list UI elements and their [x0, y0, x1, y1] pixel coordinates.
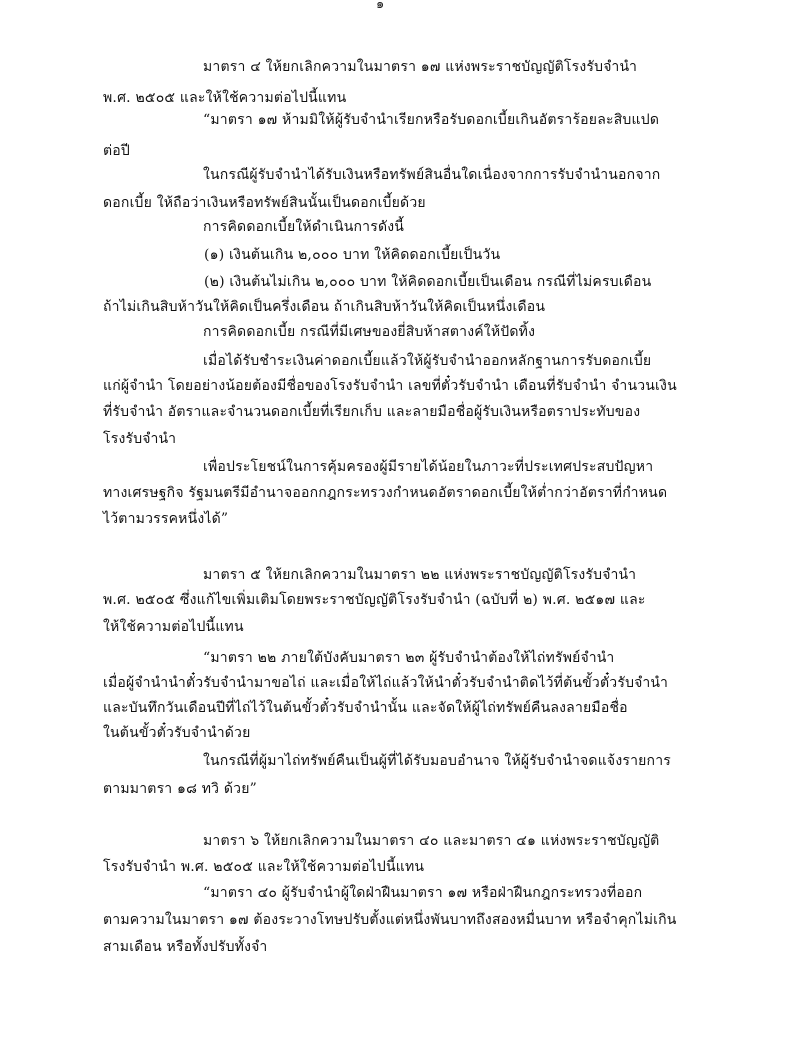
section4-text-line: ไว้ตามวรรคหนึ่งได้”: [103, 511, 229, 527]
section6-text-line: “มาตรา ๔๐ ผู้รับจำนำผู้ใดฝ่าฝืนมาตรา ๑๗ หรือฝ่าฝืนกฎกระทรวงที่ออก: [203, 885, 643, 901]
section6-text-line: ตามความในมาตรา ๑๗ ต้องระวางโทษปรับตั้งแต่หนึ่งพันบาทถึงสองหมื่นบาท หรือจำคุกไม่เกิน: [103, 912, 677, 928]
section4-text-line: ดอกเบี้ย ให้ถือว่าเงินหรือทรัพย์สินนั้นเป็นดอกเบี้ยด้วย: [103, 195, 426, 211]
section4-text-line: เพื่อประโยชน์ในการคุ้มครองผู้มีรายได้น้อยในภาวะที่ประเทศประสบปัญหา: [203, 459, 654, 475]
section6-text-line: สามเดือน หรือทั้งปรับทั้งจำ: [103, 939, 268, 955]
section5-text-line: เมื่อผู้จำนำนำตั๋วรับจำนำมาขอไถ่ และเมื่อให้ไถ่แล้วให้นำตั๋วรับจำนำติดไว้ที่ต้นขั้วตั๋วรับจำนำ: [103, 675, 669, 691]
section4-text-line: การคิดดอกเบี้ยให้ดำเนินการดังนี้: [203, 219, 405, 235]
section4-text-line: โรงรับจำนำ: [103, 431, 177, 447]
section4-text-line: ในกรณีผู้รับจำนำได้รับเงินหรือทรัพย์สินอื่นใดเนื่องจากการรับจำนำนอกจาก: [203, 167, 661, 183]
section4-list-item: (๒) เงินต้นไม่เกิน ๒,๐๐๐ บาท ให้คิดดอกเบี้ยเป็นเดือน กรณีที่ไม่ครบเดือน: [204, 274, 652, 290]
section4-text-line: เมื่อได้รับชำระเงินค่าดอกเบี้ยแล้วให้ผู้รับจำนำออกหลักฐานการรับดอกเบี้ย: [203, 353, 652, 369]
page-number-mark: ๑: [376, 0, 385, 12]
section4-text-line: พ.ศ. ๒๕๐๕ และให้ใช้ความต่อไปนี้แทน: [103, 90, 347, 106]
section6-text-line: โรงรับจำนำ พ.ศ. ๒๕๐๕ และให้ใช้ความต่อไปนี้แทน: [103, 859, 425, 875]
section4-text-line: การคิดดอกเบี้ย กรณีที่มีเศษของยี่สิบห้าสตางค์ให้ปัดทิ้ง: [203, 324, 536, 340]
section5-heading-line: มาตรา ๕ ให้ยกเลิกความในมาตรา ๒๒ แห่งพระราชบัญญัติโรงรับจำนำ: [203, 567, 637, 583]
section5-text-line: ตามมาตรา ๑๘ ทวิ ด้วย”: [103, 781, 257, 797]
section5-text-line: ให้ใช้ความต่อไปนี้แทน: [103, 619, 244, 635]
section5-text-line: พ.ศ. ๒๕๐๕ ซึ่งแก้ไขเพิ่มเติมโดยพระราชบัญญัติโรงรับจำนำ (ฉบับที่ ๒) พ.ศ. ๒๕๑๗ และ: [103, 592, 646, 608]
section5-text-line: ในต้นขั้วตั๋วรับจำนำด้วย: [103, 725, 251, 741]
section5-text-line: และบันทึกวันเดือนปีที่ไถ่ไว้ในต้นขั้วตั๋วรับจำนำนั้น และจัดให้ผู้ไถ่ทรัพย์คืนลงลายมือชื่อ: [103, 700, 628, 716]
section4-heading-line: มาตรา ๔ ให้ยกเลิกความในมาตรา ๑๗ แห่งพระราชบัญญัติโรงรับจำนำ: [203, 59, 638, 75]
section4-text-line: ที่รับจำนำ อัตราและจำนวนดอกเบี้ยที่เรียกเก็บ และลายมือชื่อผู้รับเงินหรือตราประทับของ: [103, 404, 641, 420]
section6-heading-line: มาตรา ๖ ให้ยกเลิกความในมาตรา ๔๐ และมาตรา ๔๑ แห่งพระราชบัญญัติ: [203, 833, 660, 849]
section4-text-line: ทางเศรษฐกิจ รัฐมนตรีมีอำนาจออกกฎกระทรวงกำหนดอัตราดอกเบี้ยให้ต่ำกว่าอัตราที่กำหนด: [103, 485, 668, 501]
section5-text-line: “มาตรา ๒๒ ภายใต้บังคับมาตรา ๒๓ ผู้รับจำนำต้องให้ไถ่ทรัพย์จำนำ: [203, 650, 615, 666]
section4-text-line: ต่อปี: [103, 143, 130, 159]
section4-text-line: แก่ผู้จำนำ โดยอย่างน้อยต้องมีชื่อของโรงรับจำนำ เลขที่ตั๋วรับจำนำ เดือนที่รับจำนำ จำนวนเงิน: [103, 378, 677, 394]
section4-text-line: ถ้าไม่เกินสิบห้าวันให้คิดเป็นครึ่งเดือน ถ้าเกินสิบห้าวันให้คิดเป็นหนึ่งเดือน: [103, 299, 546, 315]
section4-list-item: (๑) เงินต้นเกิน ๒,๐๐๐ บาท ให้คิดดอกเบี้ยเป็นวัน: [204, 247, 501, 263]
section4-text-line: “มาตรา ๑๗ ห้ามมิให้ผู้รับจำนำเรียกหรือรับดอกเบี้ยเกินอัตราร้อยละสิบแปด: [203, 112, 660, 128]
section5-text-line: ในกรณีที่ผู้มาไถ่ทรัพย์คืนเป็นผู้ที่ได้รับมอบอำนาจ ให้ผู้รับจำนำจดแจ้งรายการ: [203, 753, 672, 769]
